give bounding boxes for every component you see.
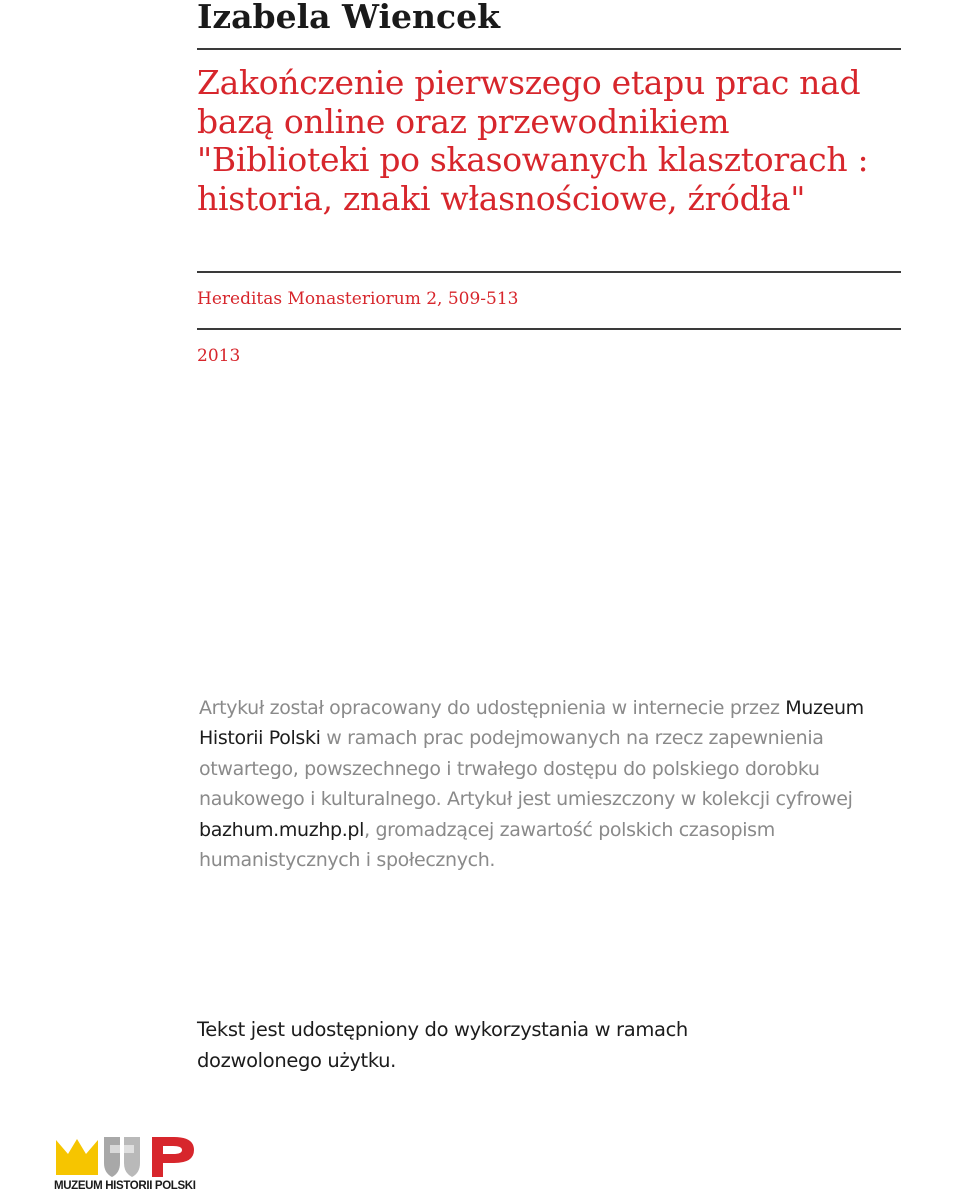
license-notice: Tekst jest udostępniony do wykorzystania w ramach dozwolonego użytku. [197,1018,688,1072]
logo-crown-icon [56,1139,98,1175]
availability-info [199,693,889,875]
info-text-1: Artykuł został opracowany do udostępnienia w internecie przez [199,697,786,719]
info-text-3: , gromadzącej zawartość polskich czasopism humanistycznych i społecznych. [199,818,775,872]
collection-link[interactable]: bazhum.muzhp.pl [199,818,365,841]
info-text-2: w ramach prac podejmowanych na rzecz zapewnienia otwartego, powszechnego i trwałego dostępu do polskiego dorobku naukowego i kulturalnego. Artykuł jest umieszczony w kolekcji cyfrowej [199,727,853,811]
muzeum-historii-polski-logo [54,1133,204,1195]
logo-text: MUZEUM HISTORII POLSKI [54,1180,196,1192]
logo-p-icon [152,1137,194,1177]
article-title: Zakończenie pierwszego etapu prac nad bazą online oraz przewodnikiem "Biblioteki po skasowanych klasztorach : historia, znaki własnościowe, źródła" [197,63,869,218]
journal-citation: Hereditas Monasteriorum 2, 509-513 [197,289,519,309]
divider-top [197,48,901,50]
author-name: Izabela Wiencek [197,0,500,36]
publication-year: 2013 [197,346,241,366]
divider-bottom [197,328,901,330]
logo-shields-icon [104,1137,120,1177]
museum-name: Muzeum Historii Polski [199,697,864,750]
logo-mark-icon [54,1133,204,1179]
divider-middle [197,271,901,273]
